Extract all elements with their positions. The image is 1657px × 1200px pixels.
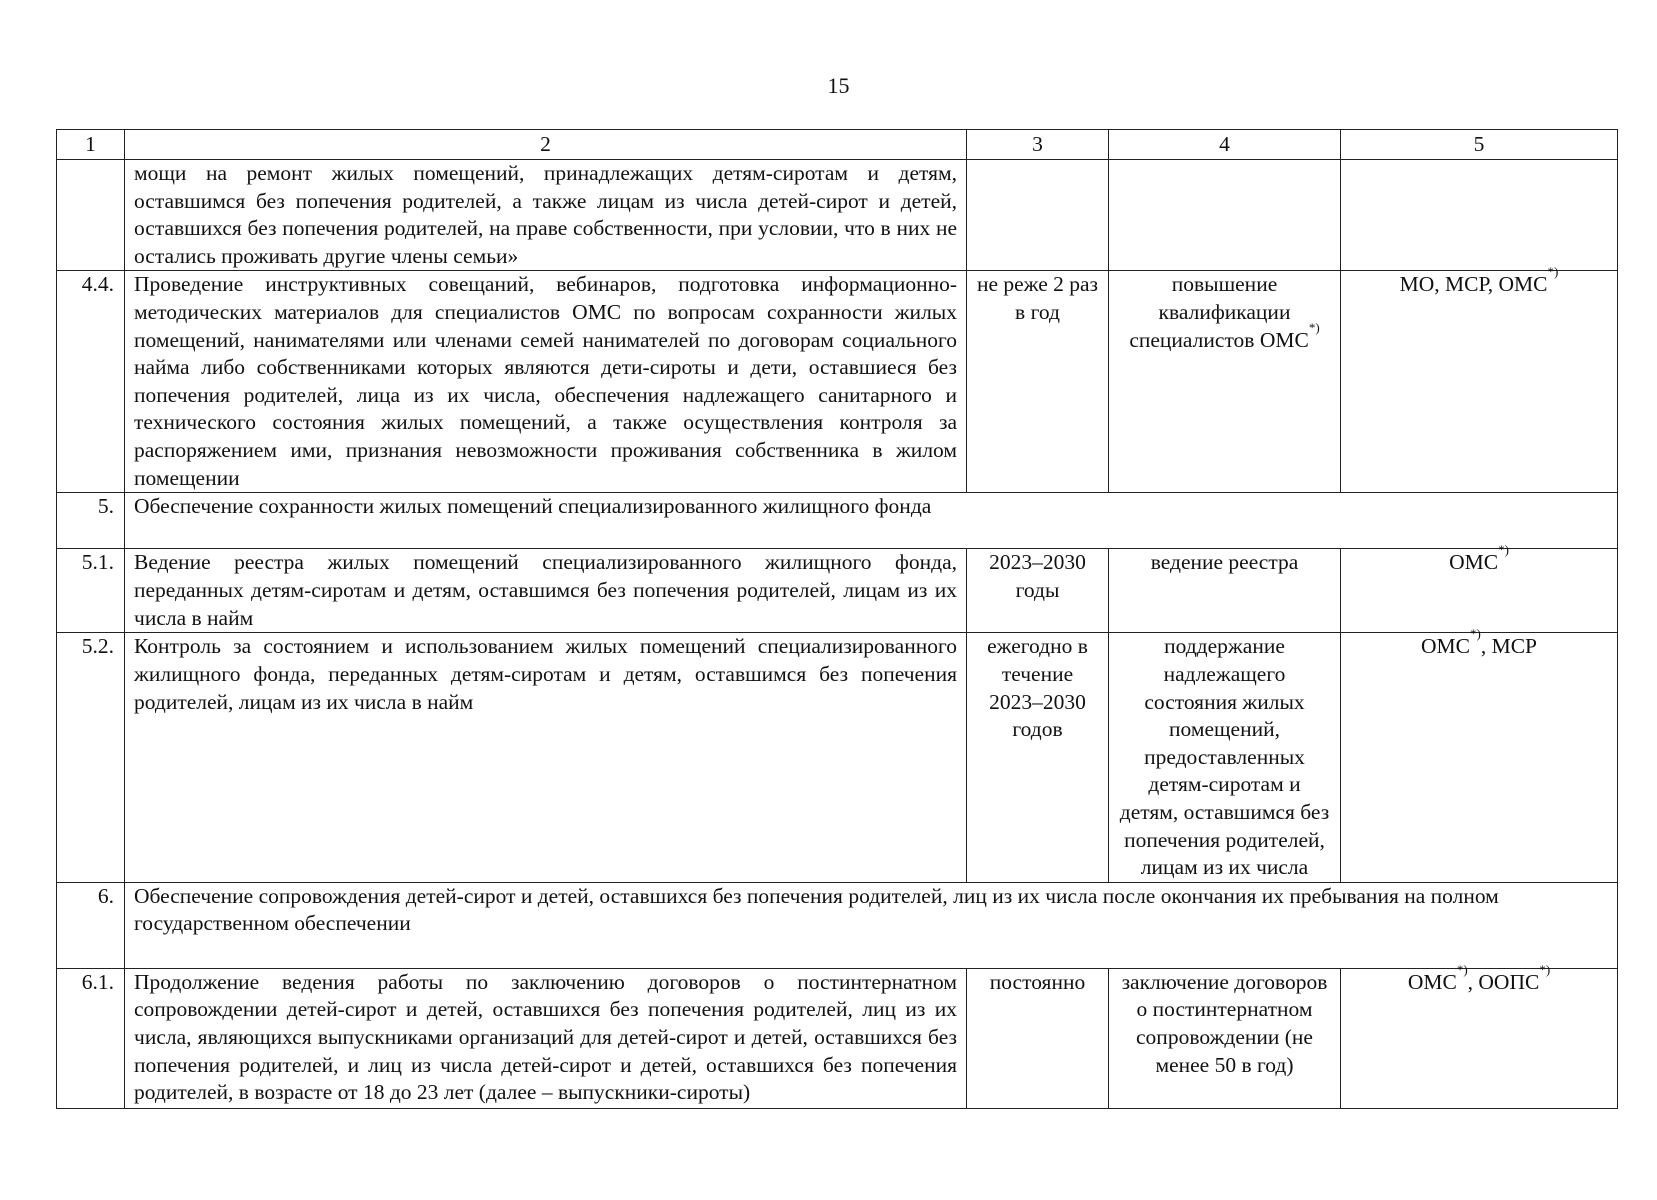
- row-result: заключение договоров о постинтернатном сопровождении (не менее 50 в год): [1109, 968, 1341, 1108]
- header-col-1: 1: [57, 130, 125, 160]
- table-row: [57, 160, 1618, 271]
- row-term: [967, 160, 1109, 271]
- section-row: [57, 882, 1618, 968]
- footnote-mark: *): [1308, 319, 1320, 335]
- row-term: не реже 2 раз в год: [967, 271, 1109, 493]
- footnote-mark: *): [1469, 626, 1481, 642]
- row-executors-tail: , МСР: [1480, 634, 1537, 659]
- row-term: ежегодно в течение 2023–2030 годов: [967, 633, 1109, 882]
- header-col-2: 2: [125, 130, 967, 160]
- section-title: Обеспечение сохранности жилых помещений специализированного жилищного фонда: [125, 493, 1618, 549]
- footnote-mark: *): [1456, 961, 1468, 977]
- row-executors-text: МО, МСР, ОМС: [1399, 272, 1548, 297]
- footnote-mark: *): [1539, 961, 1551, 977]
- row-result: [1109, 160, 1341, 271]
- row-term: постоянно: [967, 968, 1109, 1108]
- row-number: 4.4.: [57, 271, 125, 493]
- row-number: 5.2.: [57, 633, 125, 882]
- row-executors-text: ОМС: [1407, 969, 1457, 994]
- row-number: 6.1.: [57, 968, 125, 1108]
- header-col-5: 5: [1341, 130, 1618, 160]
- row-number: [57, 160, 125, 271]
- row-executors: [1341, 626, 1618, 882]
- row-term: 2023–2030 годы: [967, 549, 1109, 633]
- page-number: 15: [827, 73, 850, 98]
- row-number: 5.1.: [57, 549, 125, 633]
- section-title: Обеспечение сопровождения детей-сирот и детей, оставшихся без попечения родителей, лиц из их числа после окончания их пребывания на полном государственном обеспечении: [125, 882, 1618, 968]
- table-row: [57, 633, 1618, 882]
- row-executors: [1341, 542, 1618, 633]
- row-description: Контроль за состоянием и использованием жилых помещений специализированного жилищного фонда, переданных детям-сиротам и детям, оставшимся без попечения родителей, лицам из их числа в найм: [125, 633, 967, 882]
- row-description: мощи на ремонт жилых помещений, принадлежащих детям-сиротам и детям, оставшимся без попечения родителей, а также лицам из числа детей-сирот и детей, оставшихся без попечения родителей, на праве собственности, при условии, что в них не остались проживать другие члены семьи»: [125, 160, 967, 271]
- header-col-3: 3: [967, 130, 1109, 160]
- section-row: [57, 493, 1618, 549]
- row-result: поддержание надлежащего состояния жилых помещений, предоставленных детям-сиротам и детям, оставшимся без попечения родителей, лицам из их числа: [1109, 633, 1341, 882]
- row-description: Ведение реестра жилых помещений специализированного жилищного фонда, переданных детям-сиротам и детям, оставшимся без попечения родителей, лицам из их числа в найм: [125, 549, 967, 633]
- row-executors: [1341, 160, 1618, 271]
- row-description: Продолжение ведения работы по заключению договоров о постинтернатном сопровождении детей-сирот и детей, оставшихся без попечения родителей, лиц из их числа, являющихся выпускниками организаций для детей-сирот и детей, оставшихся без попечения родителей, и лиц из числа детей-сирот и детей, оставшихся без попечения родителей, в возрасте от 18 до 23 лет (далее – выпускники-сироты): [125, 968, 967, 1108]
- row-executors: [1341, 961, 1618, 1108]
- row-description: Проведение инструктивных совещаний, вебинаров, подготовка информационно-методических материалов для специалистов ОМС по вопросам сохранности жилых помещений, нанимателями или членами семей нанимателей по договорам социального найма либо собственниками которых являются дети-сироты и дети, оставшиеся без попечения родителей, лица из их числа, обеспечения надлежащего санитарного и технического состояния жилых помещений, а также осуществления контроля за распоряжением ими, признания невозможности проживания собственника в жилом помещении: [125, 271, 967, 493]
- section-number: 6.: [57, 882, 125, 968]
- footnote-mark: *): [1547, 264, 1559, 280]
- row-executors: [1341, 264, 1618, 493]
- row-result: [1109, 271, 1341, 493]
- plan-table: [56, 129, 1618, 1109]
- row-result-text: повышение квалификации специалистов ОМС: [1129, 272, 1309, 352]
- row-executors-text: ОМС: [1421, 634, 1470, 659]
- row-result: ведение реестра: [1109, 549, 1341, 633]
- table-header-row: [57, 130, 1618, 160]
- table-row: [57, 271, 1618, 493]
- header-col-4: 4: [1109, 130, 1341, 160]
- table-row: [57, 549, 1618, 633]
- footnote-mark: *): [1498, 542, 1509, 558]
- section-number: 5.: [57, 493, 125, 549]
- table-row: [57, 968, 1618, 1108]
- row-executors-text: ОМС: [1449, 550, 1499, 575]
- row-executors-mid: , ООПС: [1467, 969, 1540, 994]
